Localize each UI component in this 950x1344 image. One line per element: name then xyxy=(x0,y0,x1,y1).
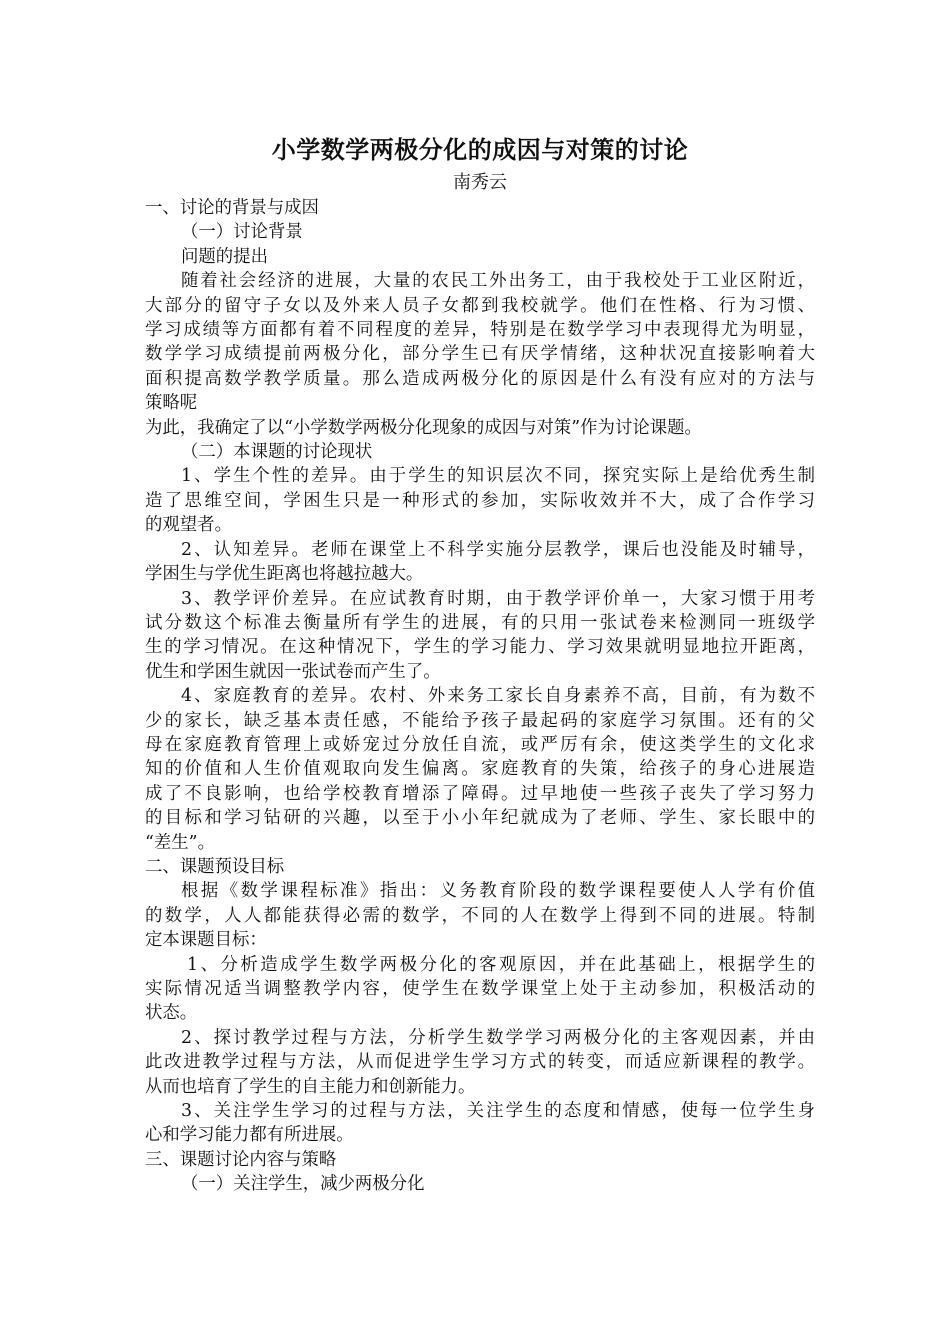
paragraph-line: 此改进教学过程与方法，从而促进学生学习方式的转变，而适应新课程的教学。 xyxy=(145,1052,815,1073)
paragraph-line: 3、关注学生学习的过程与方法，关注学生的态度和情感，使每一位学生身 xyxy=(181,1101,815,1122)
paragraph-line: 的观望者。 xyxy=(145,515,232,536)
paragraph-line: 为此，我确定了以“小学数学两极分化现象的成因与对策”作为讨论课题。 xyxy=(145,417,702,438)
paragraph-line: 根据《数学课程标准》指出：义务教育阶段的数学课程要使人人学有价值 xyxy=(181,881,815,902)
paragraph-line: 的数学，人人都能获得必需的数学，不同的人在数学上得到不同的进展。特制 xyxy=(145,905,815,926)
paragraph-line: 心和学习能力都有所进展。 xyxy=(145,1125,354,1146)
paragraph-line: 学困生与学优生距离也将越拉越大。 xyxy=(145,564,424,585)
paragraph-line: 母在家庭教育管理上或娇宠过分放任自流，或严厉有余，使这类学生的文化求 xyxy=(145,734,815,755)
section-heading-3: 三、课题讨论内容与策略 xyxy=(145,1149,337,1170)
paragraph-line: 生的学习情况。在这种情况下，学生的学习能力、学习效果就明显地拉开距离， xyxy=(145,637,815,658)
paragraph-line: 从而也培育了学生的自主能力和创新能力。 xyxy=(145,1076,476,1097)
paragraph-line: 定本课题目标： xyxy=(145,930,267,951)
paragraph-line: 学习成绩等方面都有着不同程度的差异，特别是在数学学习中表现得尤为明显， xyxy=(145,320,815,341)
subheading-problem: 问题的提出 xyxy=(181,246,268,267)
paragraph-line: 状态。 xyxy=(145,1003,198,1024)
paragraph-line: 知的价值和人生价值观取向发生偏离。家庭教育的失策，给孩子的身心进展造 xyxy=(145,759,815,780)
paragraph-line: 2、探讨教学过程与方法，分析学生数学学习两极分化的主客观因素，并由 xyxy=(181,1027,815,1048)
paragraph-line: 2、认知差异。老师在课堂上不科学实施分层教学，课后也没能及时辅导， xyxy=(181,539,815,560)
paragraph-line: “差生”。 xyxy=(145,832,215,853)
paragraph-line: 3、教学评价差异。在应试教育时期，由于教学评价单一，大家习惯于用考 xyxy=(181,588,815,609)
paragraph-line: 造了思维空间，学困生只是一种形式的参加，实际收效并不大，成了合作学习 xyxy=(145,490,815,511)
paragraph-line: 1、学生个性的差异。由于学生的知识层次不同，探究实际上是给优秀生制 xyxy=(181,466,815,487)
subsection-heading-1-2: （二）本课题的讨论现状 xyxy=(181,442,373,463)
section-heading-1: 一、讨论的背景与成因 xyxy=(145,198,319,218)
paragraph-line: 优生和学困生就因一张试卷而产生了。 xyxy=(145,661,441,682)
author-name: 南秀云 xyxy=(453,172,507,193)
subsection-heading-1-1: （一）讨论背景 xyxy=(181,222,303,243)
paragraph-line: 数学学习成绩提前两极分化，部分学生已有厌学情绪，这种状况直接影响着大 xyxy=(145,344,815,365)
paragraph-line: 成了不良影响，也给学校教育增添了障碍。过早地使一些孩子丧失了学习努力 xyxy=(145,783,815,804)
paragraph-line: 实际情况适当调整教学内容，使学生在数学课堂上处于主动参加，积极活动的 xyxy=(145,979,815,999)
paragraph-line: 随着社会经济的进展，大量的农民工外出务工，由于我校处于工业区附近， xyxy=(181,271,815,292)
paragraph-line: 1、分析造成学生数学两极分化的客观原因，并在此基础上，根据学生的 xyxy=(187,954,815,975)
paragraph-line: 策略呢 xyxy=(145,393,198,414)
document-page xyxy=(145,130,815,1197)
paragraph-line: 大部分的留守子女以及外来人员子女都到我校就学。他们在性格、行为习惯、 xyxy=(145,295,815,316)
subsection-heading-3-1: （一）关注学生，减少两极分化 xyxy=(181,1174,425,1195)
paragraph-line: 面积提高数学教学质量。那么造成两极分化的原因是什么有没有应对的方法与 xyxy=(145,368,815,389)
paragraph-line: 4、家庭教育的差异。农村、外来务工家长自身素养不高，目前，有为数不 xyxy=(181,686,815,707)
paragraph-line: 试分数这个标准去衡量所有学生的进展，有的只用一张试卷来检测同一班级学 xyxy=(145,612,815,633)
paragraph-line: 少的家长，缺乏基本责任感，不能给予孩子最起码的家庭学习氛围。还有的父 xyxy=(145,710,815,731)
paragraph-line: 的目标和学习钻研的兴趣，以至于小小年纪就成为了老师、学生、家长眼中的 xyxy=(145,808,815,829)
document-title: 小学数学两极分化的成因与对策的讨论 xyxy=(271,136,689,164)
section-heading-2: 二、课题预设目标 xyxy=(145,856,285,877)
